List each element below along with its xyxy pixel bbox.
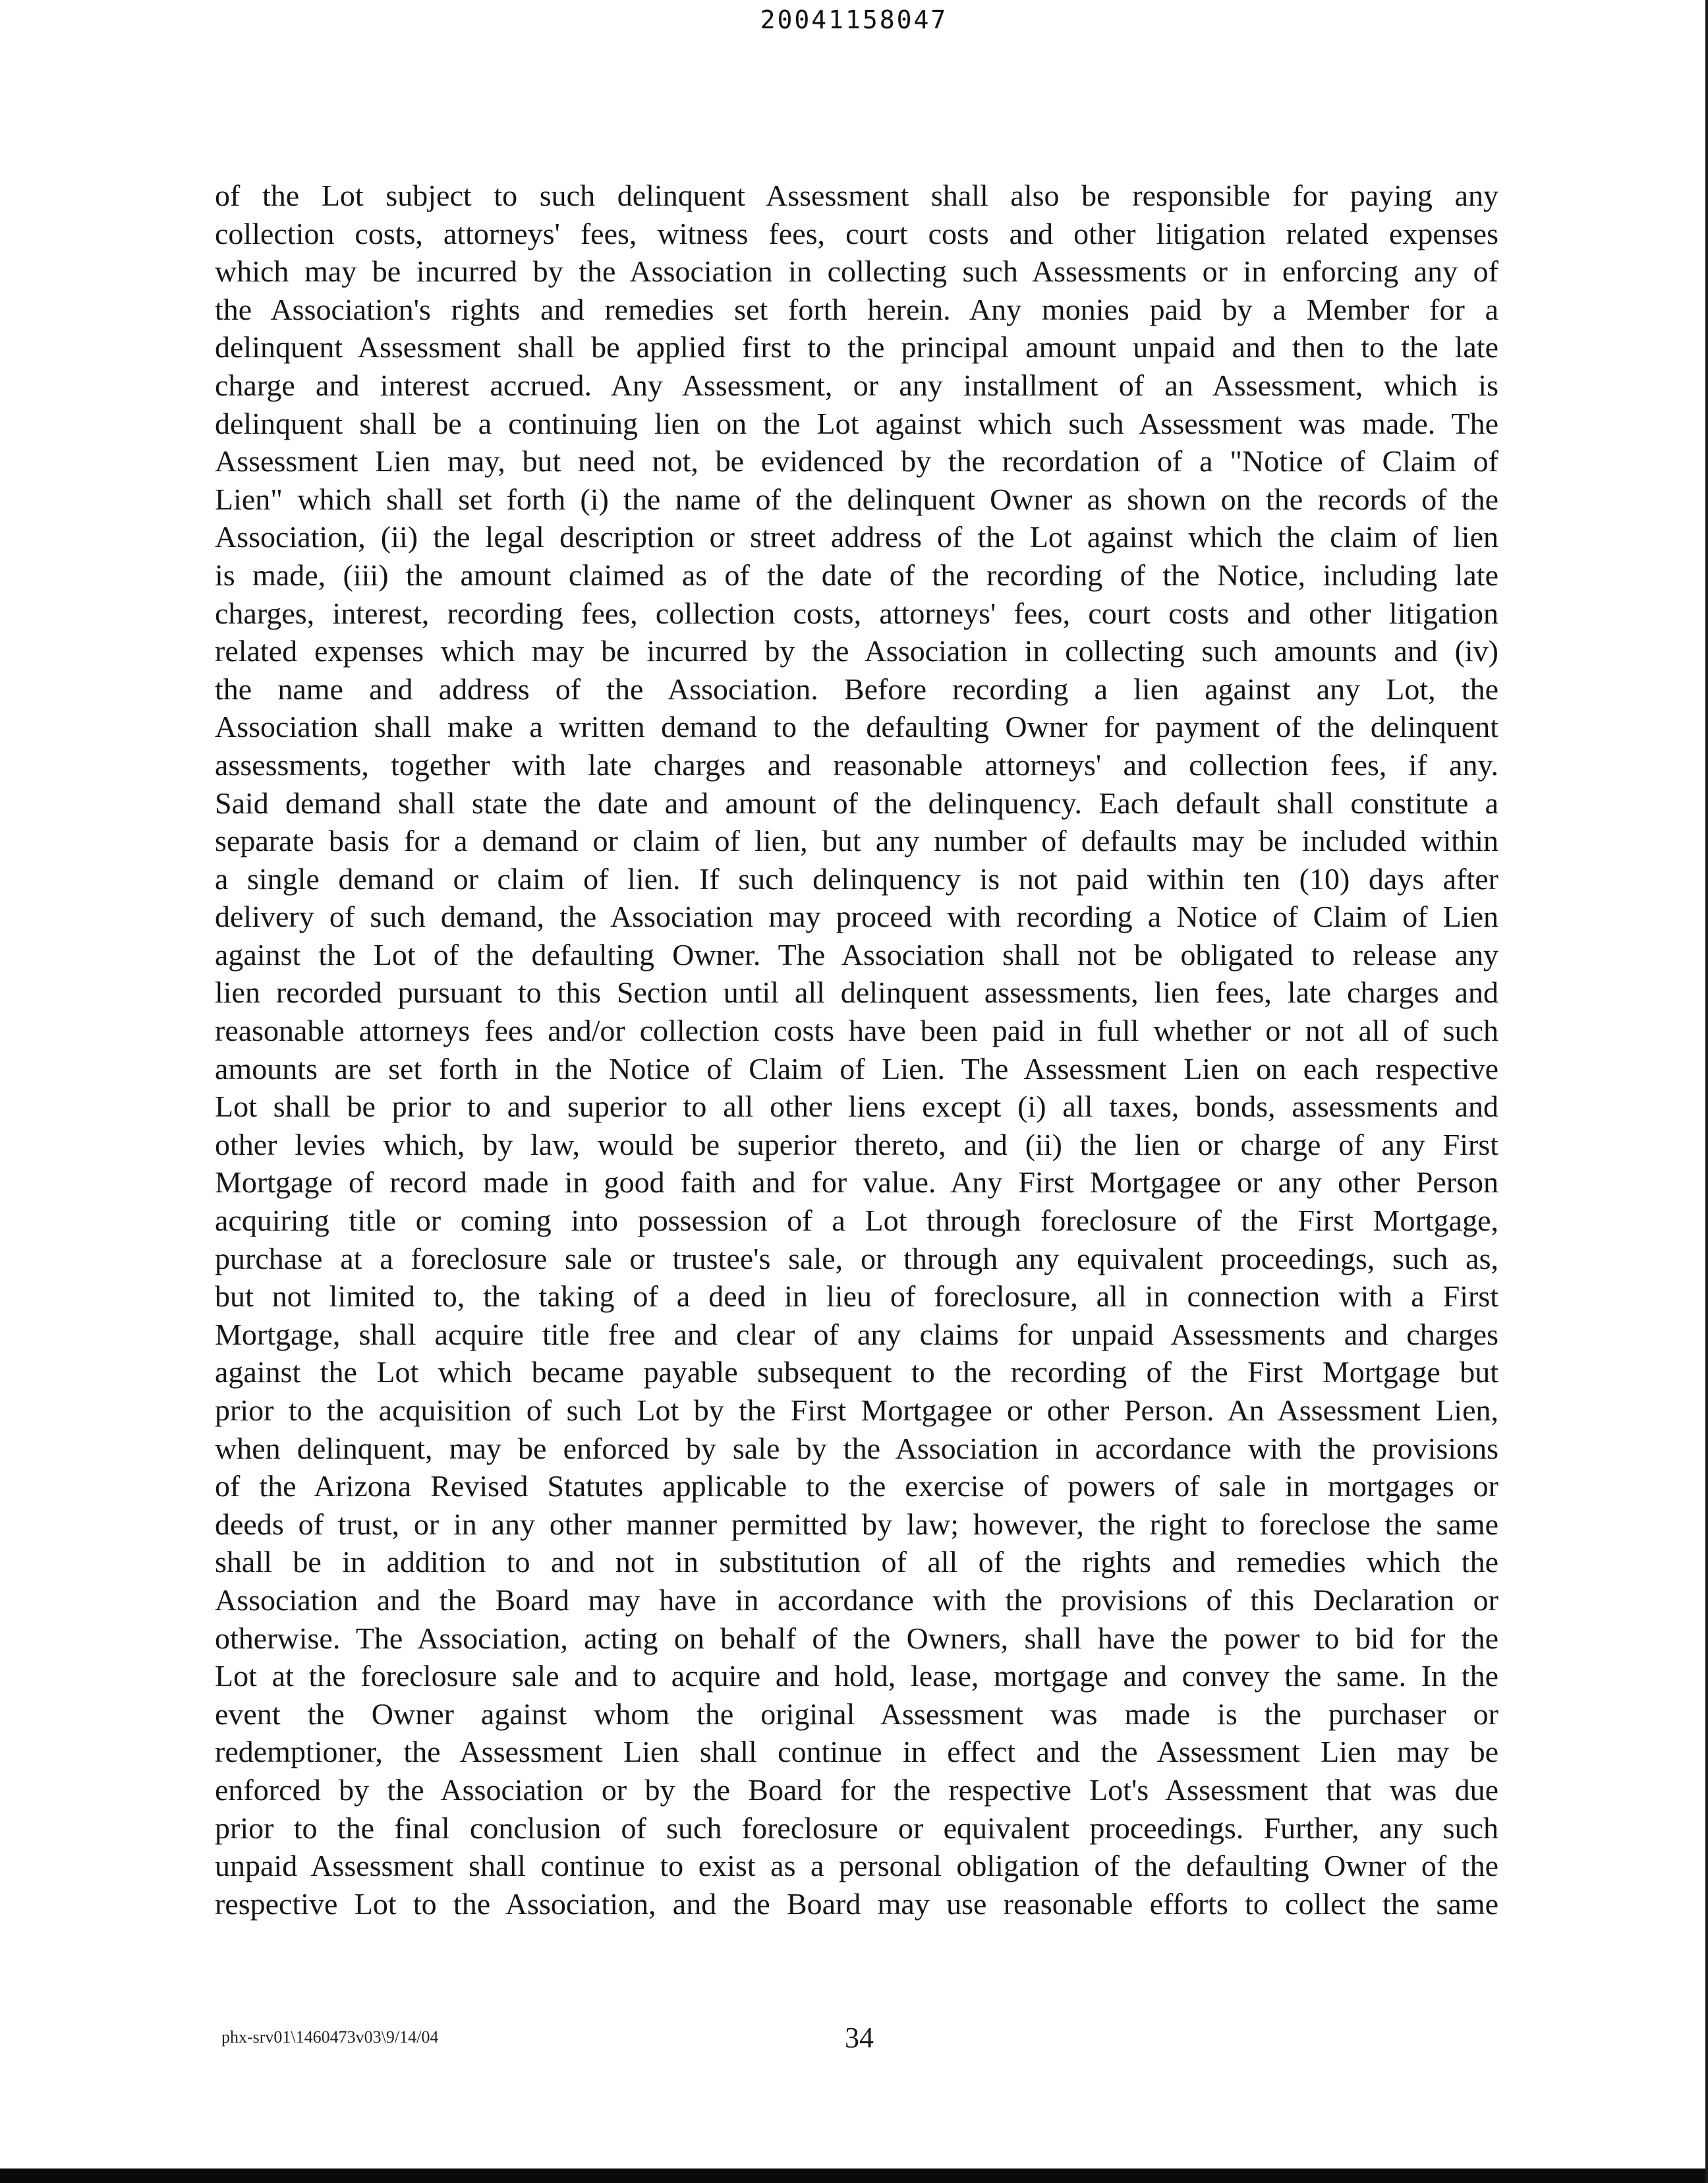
body-line: the name and address of the Association. Before recording a lien against any Lot, the [215,672,1498,706]
body-line: Association shall make a written demand to the defaulting Owner for payment of the delinquent [215,710,1498,744]
body-line: Association, (ii) the legal description or street address of the Lot against which the claim of lien [215,520,1498,554]
body-line: shall be in addition to and not in substitution of all of the rights and remedies which the [215,1545,1498,1579]
body-line: against the Lot of the defaulting Owner. The Association shall not be obligated to release any [215,937,1498,972]
recording-number: 20041158047 [760,5,948,34]
body-line: amounts are set forth in the Notice of Claim of Lien. The Assessment Lien on each respective [215,1051,1498,1086]
body-line: but not limited to, the taking of a deed in lieu of foreclosure, all in connection with a First [215,1279,1498,1314]
body-line: separate basis for a demand or claim of lien, but any number of defaults may be included within [215,824,1498,858]
body-line: when delinquent, may be enforced by sale by the Association in accordance with the provisions [215,1431,1498,1465]
body-line: lien recorded pursuant to this Section until all delinquent assessments, lien fees, late charges and [215,975,1498,1010]
body-line: prior to the acquisition of such Lot by the First Mortgagee or other Person. An Assessment Lien, [215,1393,1498,1427]
body-line: enforced by the Association or by the Board for the respective Lot's Assessment that was due [215,1772,1498,1807]
body-line: charges, interest, recording fees, collection costs, attorneys' fees, court costs and other litigation [215,596,1498,630]
body-line: other levies which, by law, would be superior thereto, and (ii) the lien or charge of any First [215,1127,1498,1161]
body-line: of the Lot subject to such delinquent Assessment shall also be responsible for paying any [215,179,1498,212]
body-line: related expenses which may be incurred by the Association in collecting such amounts and (iv) [215,634,1498,668]
body-line: redemptioner, the Assessment Lien shall continue in effect and the Assessment Lien may be [215,1735,1498,1769]
body-line: delivery of such demand, the Association may proceed with recording a Notice of Claim of Lien [215,900,1498,934]
body-line: purchase at a foreclosure sale or trustee's sale, or through any equivalent proceedings, such as, [215,1241,1498,1275]
body-line: acquiring title or coming into possession of a Lot through foreclosure of the First Mortgage, [215,1204,1498,1238]
body-line: respective Lot to the Association, and the Board may use reasonable efforts to collect the same [215,1886,1498,1921]
body-line: delinquent shall be a continuing lien on the Lot against which such Assessment was made. The [215,406,1498,440]
body-line: Mortgage, shall acquire title free and clear of any claims for unpaid Assessments and charges [215,1317,1498,1351]
body-line: Lot at the foreclosure sale and to acquire and hold, lease, mortgage and convey the same. In the [215,1659,1498,1693]
body-text [215,177,1498,1923]
page-number: 34 [845,2022,874,2054]
body-line: deeds of trust, or in any other manner permitted by law; however, the right to foreclose the same [215,1507,1498,1541]
body-line: Assessment Lien may, but need not, be evidenced by the recordation of a "Notice of Claim of [215,444,1498,479]
body-line: which may be incurred by the Association in collecting such Assessments or in enforcing any of [215,254,1498,289]
body-line: against the Lot which became payable subsequent to the recording of the First Mortgage but [215,1355,1498,1389]
scan-bottom-edge [0,2168,1708,2183]
body-line: otherwise. The Association, acting on behalf of the Owners, shall have the power to bid for the [215,1621,1498,1655]
body-line: Lien" which shall set forth (i) the name of the delinquent Owner as shown on the records of the [215,482,1498,516]
document-path: phx-srv01\1460473v03\9/14/04 [221,2027,439,2047]
body-line: the Association's rights and remedies set forth herein. Any monies paid by a Member for a [215,292,1498,326]
body-line: Said demand shall state the date and amount of the delinquency. Each default shall constitute a [215,786,1498,820]
scan-side-edge [1705,0,1708,2183]
body-line: assessments, together with late charges and reasonable attorneys' and collection fees, if any. [215,747,1498,782]
body-line: prior to the final conclusion of such foreclosure or equivalent proceedings. Further, any such [215,1811,1498,1845]
body-line: delinquent Assessment shall be applied first to the principal amount unpaid and then to the late [215,330,1498,364]
body-line: event the Owner against whom the original Assessment was made is the purchaser or [215,1697,1498,1731]
body-line: is made, (iii) the amount claimed as of the date of the recording of the Notice, including late [215,558,1498,592]
body-line: Association and the Board may have in accordance with the provisions of this Declaration or [215,1583,1498,1617]
body-line: of the Arizona Revised Statutes applicable to the exercise of powers of sale in mortgages or [215,1469,1498,1503]
body-line: a single demand or claim of lien. If such delinquency is not paid within ten (10) days after [215,861,1498,896]
body-line: Lot shall be prior to and superior to all other liens except (i) all taxes, bonds, assessments and [215,1090,1498,1124]
body-line: collection costs, attorneys' fees, witness fees, court costs and other litigation related expenses [215,216,1498,250]
body-line: unpaid Assessment shall continue to exist as a personal obligation of the defaulting Owner of the [215,1849,1498,1883]
body-line: reasonable attorneys fees and/or collection costs have been paid in full whether or not all of such [215,1014,1498,1048]
body-line: Mortgage of record made in good faith and for value. Any First Mortgagee or any other Person [215,1165,1498,1200]
body-line: charge and interest accrued. Any Assessment, or any installment of an Assessment, which is [215,368,1498,402]
